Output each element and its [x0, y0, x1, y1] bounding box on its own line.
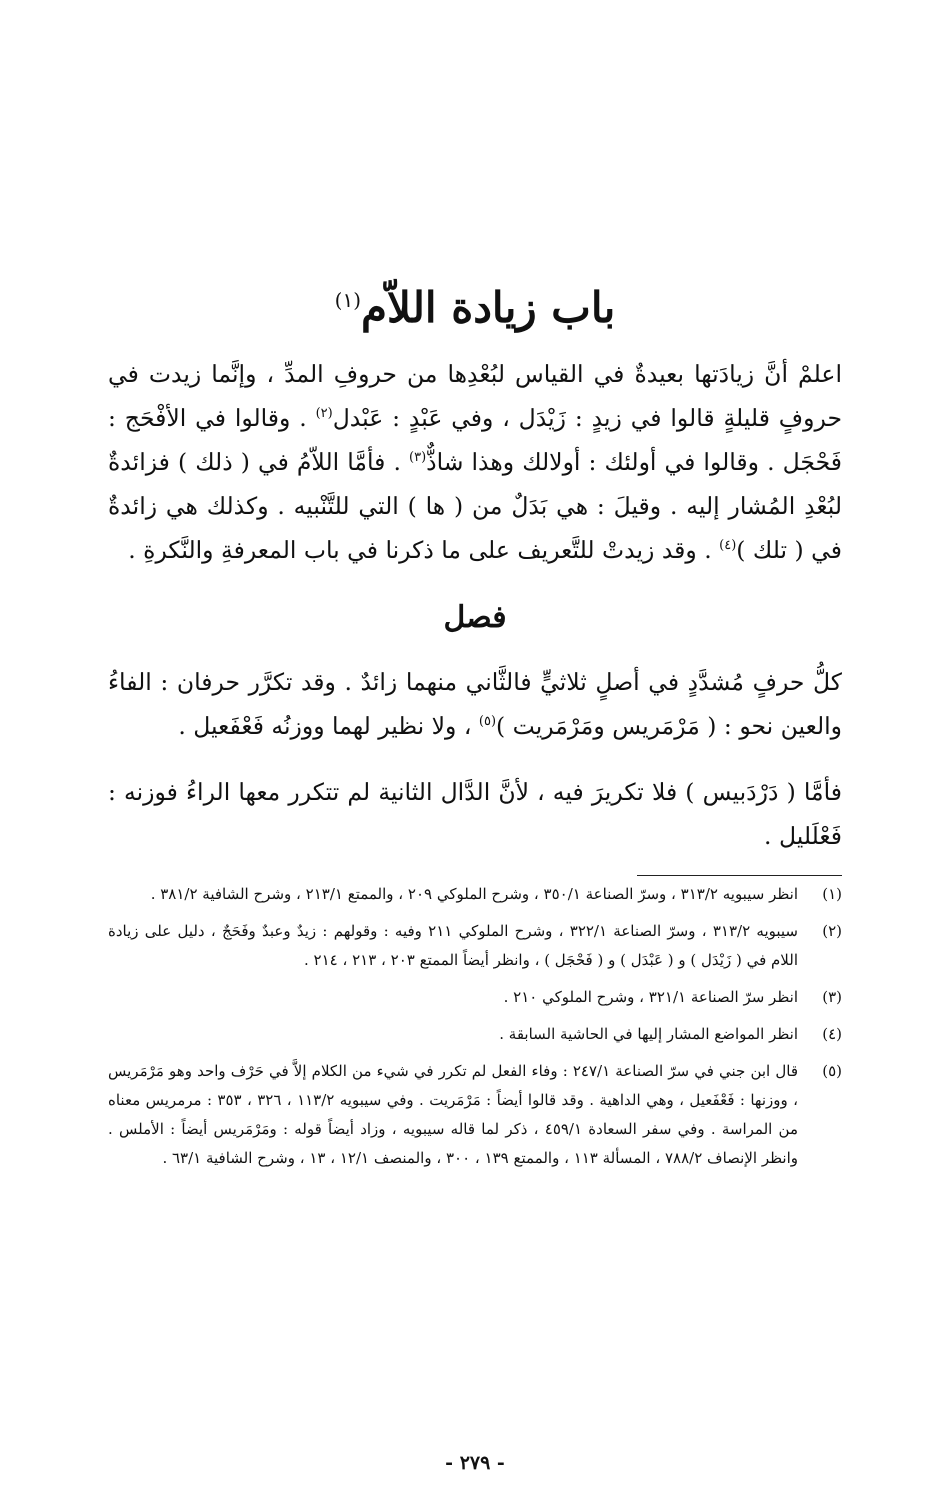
paragraph-1-part-4: . وقد زيدتْ للتَّعريف على ما ذكرنا في باب المعرفةِ والنَّكرةِ .: [128, 536, 720, 564]
paragraph-2-part-1: كلُّ حرفٍ مُشدَّدٍ في أصلٍ ثلاثيٍّ فالثَّاني منهما زائدٌ . وقد تكرَّر حرفان : الفاءُ والعين نحو : ( مَرْمَريس ومَرْمَريت ): [108, 668, 842, 740]
footnote-item: [108, 1057, 842, 1173]
chapter-title-text: باب زيادة اللاّم: [361, 283, 616, 332]
footnote-item: [108, 983, 842, 1012]
footnote-divider: [637, 875, 842, 876]
paragraph-1-part-2: . وقالوا في الأفْحَج : فَحْجَل . وقالوا في أولئك : أولالك وهذا شاذٌّ: [108, 404, 843, 476]
footnote-text: سيبويه ٣١٣/٢ ، وسرّ الصناعة ٣٢٢/١ ، وشرح الملوكي ٢١١ وفيه : وقولهم : زيدٌ وعبدٌ وفَحَجٌ ، دليل على زيادة اللام في ( زَيْدَل ) و ( عَبْدَل ) و ( فَحْجَل ) ، وانظر أيضاً الممتع ٢٠٣ ، ٢١٣ ، ٢١٤ .: [108, 922, 798, 969]
paragraph-1-part-3: . فأمَّا اللاّمُ في ( ذلك ) فزائدةٌ لبُعْدِ المُشار إليه . وقيلَ : هي بَدَلٌ من ( ها ) التي للتَّنْبيه . وكذلك هي زائدةٌ في ( تلك ): [108, 448, 842, 564]
footnote-number: (٤): [822, 1025, 842, 1043]
footnote-text: انظر سيبويه ٣١٣/٢ ، وسرّ الصناعة ٣٥٠/١ ، وشرح الملوكي ٢٠٩ ، والممتع ٢١٣/١ ، وشرح الشافية ٣٨١/٢ .: [150, 885, 798, 903]
section-heading: فصل: [443, 600, 507, 635]
footnote-ref-5[interactable]: (٥): [478, 714, 497, 730]
footnote-ref-4[interactable]: (٤): [719, 538, 737, 554]
footnote-number: (٣): [822, 988, 842, 1006]
footnote-number: (١): [822, 885, 842, 903]
footnote-ref-1[interactable]: (١): [334, 288, 362, 312]
footnote-item: [108, 917, 842, 975]
footnote-item: [108, 1020, 842, 1049]
footnotes-list: [108, 880, 842, 1181]
footnote-ref-2[interactable]: (٢): [315, 406, 333, 422]
page-number: - ٢٧٩ -: [445, 1452, 505, 1474]
paragraph-2: [108, 660, 842, 748]
footnote-text: انظر سرّ الصناعة ٣٢١/١ ، وشرح الملوكي ٢١٠ .: [503, 988, 798, 1006]
paragraph-1-part-1: اعلمْ أنَّ زيادَتها بعيدةٌ في القياس لبُعْدِها من حروفِ المدِّ ، وإنَّما زيدت في حروفٍ قليلةٍ قالوا في زيدٍ : زَيْدَل ، وفي عَبْدٍ : عَبْدل: [108, 360, 843, 432]
paragraph-2-part-2: ، ولا نظير لهما ووزنُه فَعْفَعيل .: [178, 712, 479, 740]
footnote-number: (٢): [822, 922, 842, 940]
paragraph-3: فأمَّا ( دَرْدَبيس ) فلا تكريرَ فيه ، لأنَّ الدَّال الثانية لم تتكرر معها الراءُ فوزنه : فَعْلَليل .: [108, 778, 842, 850]
chapter-title: [0, 272, 950, 336]
footnote-ref-3[interactable]: (٣): [409, 450, 427, 466]
paragraph-1: [108, 352, 842, 572]
footnote-number: (٥): [822, 1062, 842, 1080]
footnote-text: انظر المواضع المشار إليها في الحاشية السابقة .: [499, 1025, 798, 1043]
footnote-item: [108, 880, 842, 909]
footnote-text: قال ابن جني في سرّ الصناعة ٢٤٧/١ : وفاء الفعل لم تكرر في شيء من الكلام إلاَّ في حَرْف واحد وهو مَرْمَريس ، ووزنها : فَعْفَعيل ، وهي الداهية . وقد قالوا أيضاً : مَرْمَريت . وفي سيبويه ١١٣/٢ ، ٣٢٦ ، ٣٥٣ : مرمريس معناه من المراسة . وفي سفر السعادة ٤٥٩/١ ، ذكر لما قاله سيبويه ، وزاد أيضاً قوله : ومَرْمَريس أيضاً : الأملس . وانظر الإنصاف ٧٨٨/٢ ، المسألة ١١٣ ، والممتع ١٣٩ ، ٣٠٠ ، والمنصف ١٢/١ ، ١٣ ، وشرح الشافية ٦٣/١ .: [108, 1062, 798, 1167]
